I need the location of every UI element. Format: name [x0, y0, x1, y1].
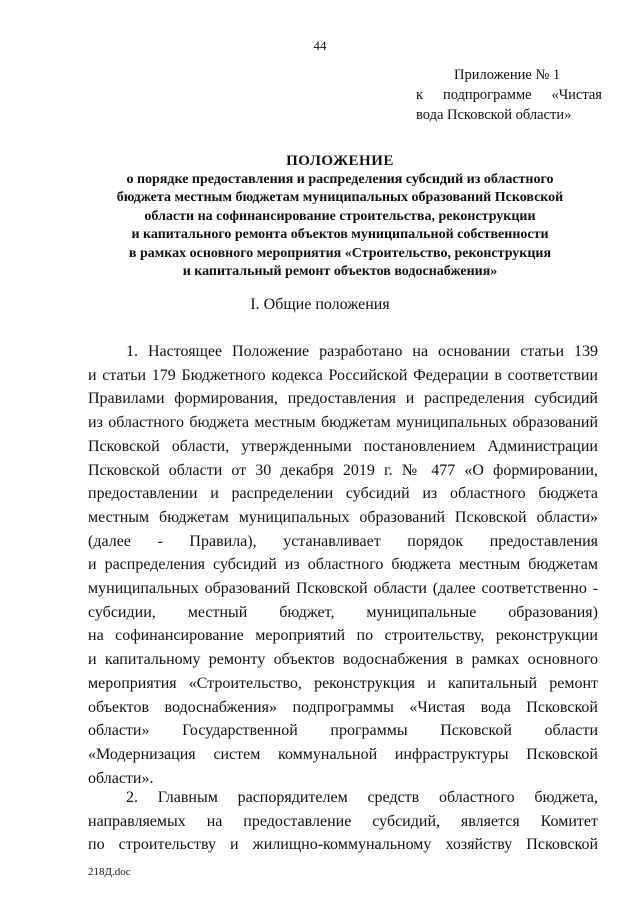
appendix-line-2	[416, 85, 602, 105]
text-line: предоставлении и распределении субсидий из областного бюджета	[88, 485, 598, 503]
title-line: области на софинансирование строительства, реконструкции	[144, 208, 536, 224]
footer-filename: 218Д.doc	[88, 866, 131, 878]
title-line: и капитального ремонта объектов муниципальной собственности	[131, 227, 549, 242]
appendix-word: «Чистая	[551, 87, 602, 103]
text-line: «Модернизация систем коммунальной инфраструктуры Псковской	[88, 745, 598, 763]
text-line: Псковской области от 30 декабря 2019 г. № 477 «О формировании,	[88, 461, 598, 479]
text-line: 2. Главным распорядителем средств областного бюджета,	[126, 789, 598, 806]
text-line: местным бюджетам муниципальных образований Псковской области»	[88, 508, 598, 526]
appendix-word: к	[416, 87, 424, 103]
title-line: бюджета местным бюджетам муниципальных образований Псковской	[116, 190, 564, 205]
text-line: и распределения субсидий из областного бюджета местным бюджетам	[88, 556, 598, 574]
appendix-header	[416, 65, 602, 125]
text-line: по строительству и жилищно-коммунальному хозяйству Псковской	[88, 836, 598, 854]
text-line: объектов водоснабжения» подпрограммы «Чистая вода Псковской	[88, 698, 598, 716]
section-heading: I. Общие положения	[250, 296, 390, 313]
title-line: в рамках основного мероприятия «Строительство, реконструкция	[128, 245, 552, 261]
text-line: Правилами формирования, предоставления и распределения субсидий	[88, 390, 598, 408]
paragraph-1	[88, 340, 598, 790]
appendix-line-3: вода Псковской области»	[416, 107, 572, 123]
text-line: Псковской области, утвержденными постановлением Администрации	[88, 437, 598, 455]
text-line: (далее - Правила), устанавливает порядок предоставления	[88, 532, 598, 550]
title-line: и капитальный ремонт объектов водоснабжения»	[182, 264, 498, 279]
text-line: из областного бюджета местным бюджетам муниципальных образований	[88, 414, 598, 432]
page-number: 44	[313, 38, 327, 53]
title-heading: ПОЛОЖЕНИЕ	[286, 153, 394, 169]
title-line: о порядке предоставления и распределения субсидий из областного	[126, 171, 554, 187]
text-line: области».	[88, 769, 154, 787]
text-line: мероприятия «Строительство, реконструкция и капитальный ремонт	[88, 674, 598, 692]
text-line: муниципальных образований Псковской области (далее соответственно -	[88, 580, 598, 598]
document-title	[60, 152, 620, 282]
text-line: 1. Настоящее Положение разработано на основании статьи 139	[126, 343, 598, 360]
text-line: и капитальному ремонту объектов водоснабжения в рамках основного	[88, 651, 598, 669]
text-line: и статьи 179 Бюджетного кодекса Российской Федерации в соответствии	[88, 366, 598, 384]
text-line: области» Государственной программы Псковской области	[88, 722, 598, 740]
text-line: на софинансирование мероприятий по строительству, реконструкции	[88, 627, 598, 645]
appendix-word: подпрограмме	[442, 87, 532, 103]
appendix-line-1: Приложение № 1	[454, 67, 561, 83]
text-line: субсидии, местный бюджет, муниципальные образования)	[88, 603, 598, 621]
text-line: направляемых на предоставление субсидий, является Комитет	[88, 812, 598, 830]
paragraph-2	[88, 786, 598, 857]
